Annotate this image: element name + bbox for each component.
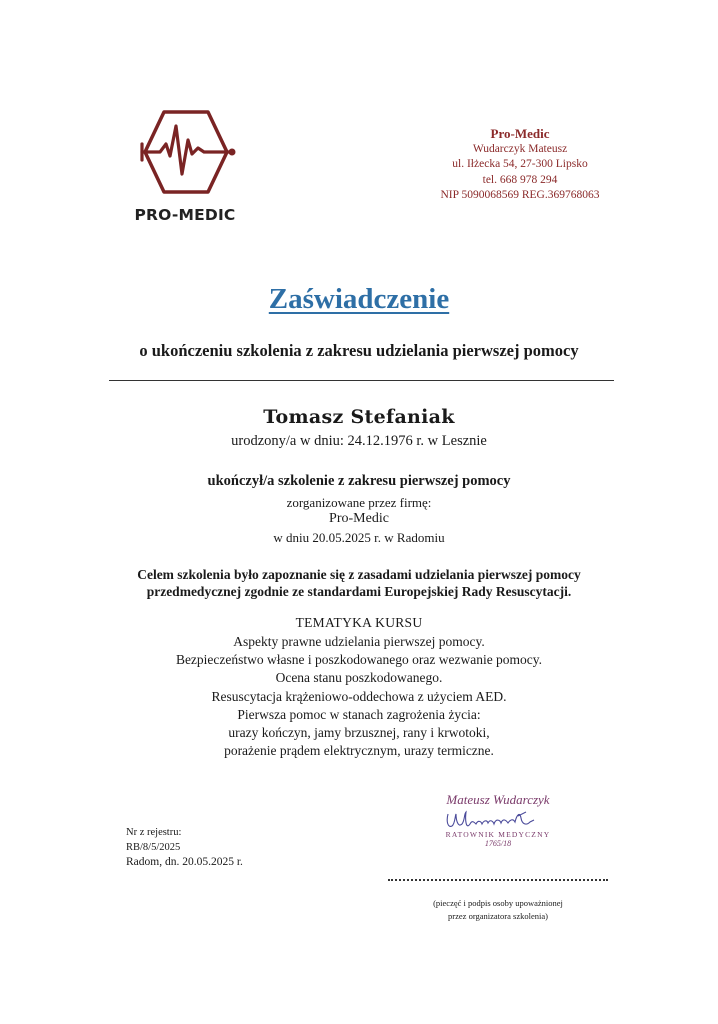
registry-label: Nr z rejestru:	[126, 827, 182, 838]
topic-item: porażenie prądem elektrycznym, urazy termiczne.	[224, 743, 494, 759]
company-name: Pro-Medic	[490, 126, 550, 141]
registry-info	[126, 826, 243, 870]
place-date: Radom, dn. 20.05.2025 r.	[126, 856, 243, 868]
company-phone: tel. 668 978 294	[482, 173, 558, 186]
stamp-name: Mateusz Wudarczyk	[446, 792, 550, 807]
topic-item: Resuscytacja krążeniowo-oddechowa z użyciem AED.	[211, 688, 507, 704]
company-owner: Wudarczyk Mateusz	[472, 142, 568, 155]
topic-item: Bezpieczeństwo własne i poszkodowanego oraz wezwanie pomocy.	[175, 652, 543, 668]
organized-line: zorganizowane przez firmę:	[286, 495, 432, 510]
registry-number: RB/8/5/2025	[126, 841, 181, 853]
company-logo	[120, 104, 250, 232]
signature-stamp	[418, 792, 578, 848]
topics-list	[0, 633, 718, 760]
logo-text: PRO-MEDIC	[134, 206, 236, 224]
certificate-title: Zaświadczenie	[268, 283, 450, 315]
company-address: ul. Iłżecka 54, 27-300 Lipsko	[452, 158, 588, 170]
signature-caption-line-2: przez organizatora szkolenia)	[448, 911, 548, 921]
goal-line-1: Celem szkolenia było zapoznanie się z zasadami udzielania pierwszej pomocy	[137, 567, 581, 582]
topics-title: TEMATYKA KURSU	[295, 615, 423, 630]
organizer-name: Pro-Medic	[329, 511, 389, 526]
stamp-number: 1765/18	[484, 839, 512, 848]
company-header	[380, 126, 660, 204]
company-ids: NIP 5090068569 REG.369768063	[440, 189, 600, 201]
birth-info: urodzony/a w dniu: 24.12.1976 r. w Lesznie	[231, 433, 487, 449]
signature-caption	[388, 897, 608, 923]
divider	[109, 380, 614, 381]
topic-item: Ocena stanu poszkodowanego.	[275, 670, 443, 686]
topic-item: urazy kończyn, jamy brzusznej, rany i krwotoki,	[228, 725, 490, 741]
person-name: Tomasz Stefaniak	[263, 406, 455, 428]
certificate-subtitle: o ukończeniu szkolenia z zakresu udzielania pierwszej pomocy	[139, 341, 579, 360]
signature-caption-line-1: (pieczęć i podpis osoby upoważnionej	[433, 898, 563, 908]
stamp-role: RATOWNIK MEDYCZNY	[445, 830, 551, 839]
signature-line	[388, 879, 608, 881]
training-date: w dniu 20.05.2025 r. w Radomiu	[273, 530, 445, 545]
topic-item: Pierwsza pomoc w stanach zagrożenia życia:	[237, 706, 481, 722]
goal-line-2: przedmedycznej zgodnie ze standardami Europejskiej Rady Resuscytacji.	[146, 584, 572, 599]
completed-line: ukończył/a szkolenie z zakresu pierwszej pomocy	[207, 473, 511, 489]
topic-item: Aspekty prawne udzielania pierwszej pomocy.	[233, 634, 485, 649]
heartbeat-hexagon-icon	[120, 104, 250, 204]
training-goal	[0, 566, 718, 600]
